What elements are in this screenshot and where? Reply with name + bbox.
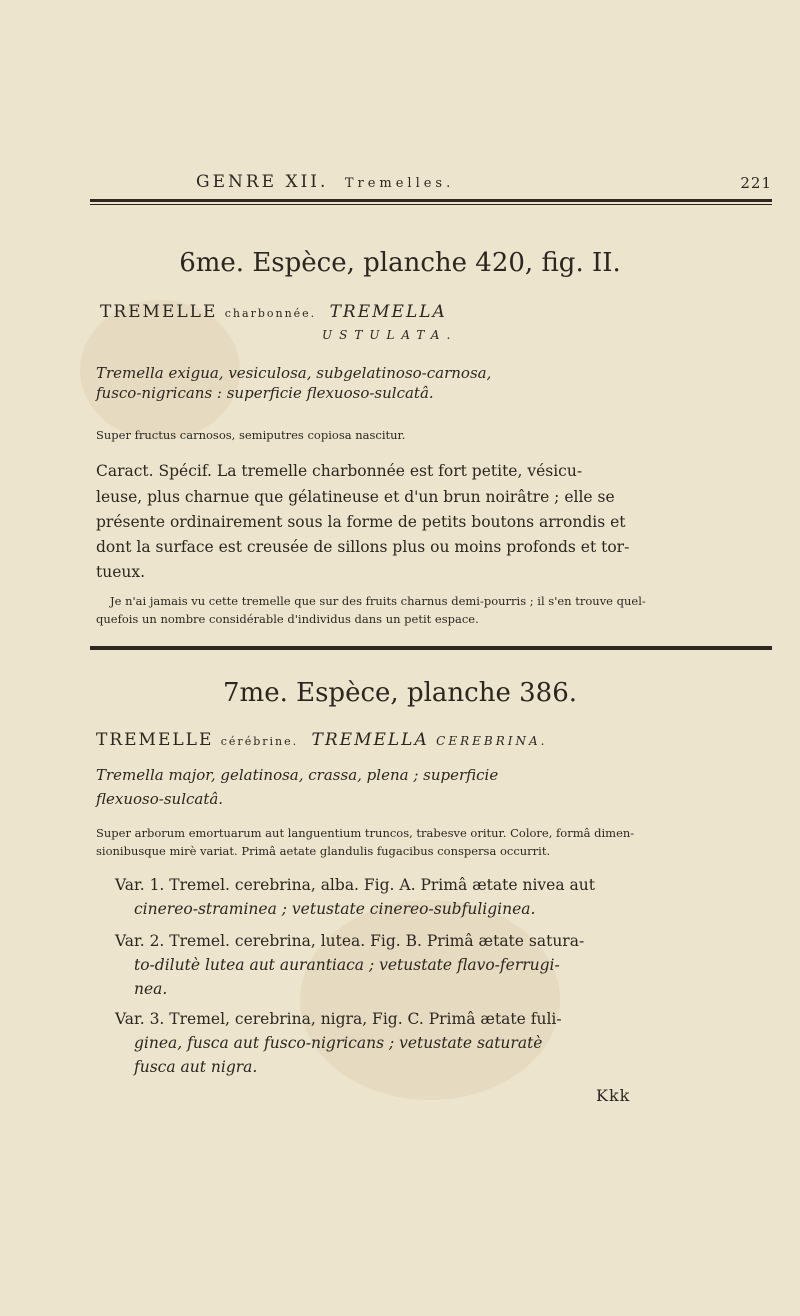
variety-line: cinereo-straminea ; vetustate cinereo-subfuliginea. [134,900,536,918]
common-name: TREMELLE [96,730,214,750]
running-header [196,172,776,192]
latin-genus: TREMELLA [311,730,429,750]
header-family: Tremelles. [344,176,455,191]
latin-epithet: CEREBRINA. [436,734,548,748]
section-rule [90,644,772,650]
species-6-diagnosis-line: Tremella exigua, vesiculosa, subgelatinoso-carnosa, [96,364,492,382]
species-6-description-line: leuse, plus charnue que gélatineuse et d'un brun noirâtre ; elle se [96,488,615,506]
variety-line: Var. 3. Tremel, cerebrina, nigra, Fig. C. Primâ ætate fuli- [115,1010,562,1028]
species-7-title: 7me. Espèce, planche 386. [223,678,577,708]
latin-genus: TREMELLA [329,302,447,322]
species-6-description-line: tueux. [96,563,146,581]
header-rule [90,199,772,205]
species-7-habitat-line: sionibusque mirè variat. Primâ aetate glandulis fugacibus conspersa occurrit. [96,844,551,858]
species-6-description-line: dont la surface est creusée de sillons plus ou moins profonds et tor- [96,538,630,556]
signature-mark: Kkk [596,1086,631,1105]
variety-line: Var. 1. Tremel. cerebrina, alba. Fig. A. Primâ ætate nivea aut [115,876,595,894]
species-6-note-line: quefois un nombre considérable d'individus dans un petit espace. [96,612,479,626]
species-6-description-line: présente ordinairement sous la forme de petits boutons arrondis et [96,513,626,531]
variety-line: Var. 2. Tremel. cerebrina, lutea. Fig. B. Primâ ætate satura- [115,932,585,950]
species-6-description-line: Caract. Spécif. La tremelle charbonnée est fort petite, vésicu- [96,462,583,480]
species-6-diagnosis-line: fusco-nigricans : superficie flexuoso-sulcatâ. [96,384,434,402]
species-7-names [96,730,547,750]
latin-epithet: USTULATA. [322,328,458,342]
species-7-diagnosis-line: flexuoso-sulcatâ. [96,790,224,808]
species-7-diagnosis-line: Tremella major, gelatinosa, crassa, plena ; superficie [96,766,499,784]
variety-line: nea. [134,980,168,998]
page-number: 221 [740,174,772,192]
species-7-habitat-line: Super arborum emortuarum aut languentium truncos, trabesve oritur. Colore, formâ dimen- [96,826,635,840]
species-6-names [100,302,447,322]
variety-line: to-dilutè lutea aut aurantiaca ; vetustate flavo-ferrugi- [134,956,560,974]
paper-stain [300,900,560,1100]
species-6-title: 6me. Espèce, planche 420, fig. II. [179,248,621,278]
species-6-habitat: Super fructus carnosos, semiputres copiosa nascitur. [96,428,406,442]
species-6-note-line: Je n'ai jamais vu cette tremelle que sur des fruits charnus demi-pourris ; il s'en trouve quel- [110,594,646,608]
common-name: TREMELLE [100,302,218,322]
common-epithet: charbonnée. [224,307,317,320]
header-genre: GENRE XII. [196,172,329,192]
variety-line: ginea, fusca aut fusco-nigricans ; vetustate saturatè [134,1034,543,1052]
variety-line: fusca aut nigra. [134,1058,258,1076]
common-epithet: cérébrine. [220,735,299,748]
